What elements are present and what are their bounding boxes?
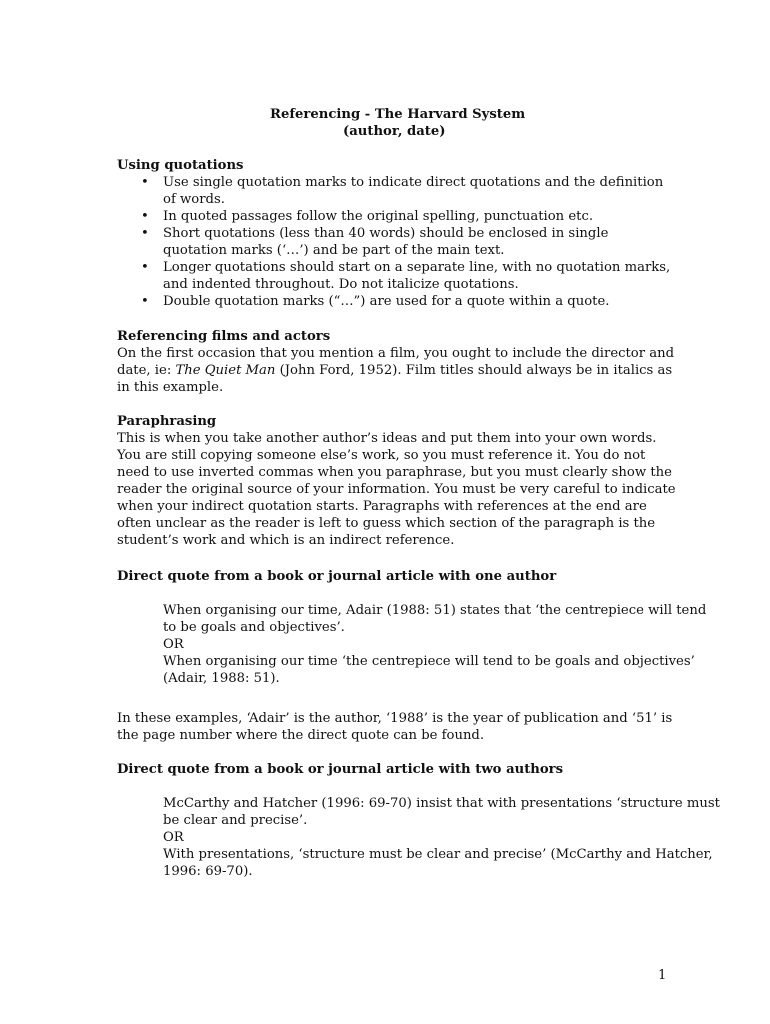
- section-two-authors: [117, 761, 677, 778]
- film-title-italic: The Quiet Man: [175, 363, 276, 378]
- section-heading: Paraphrasing: [117, 414, 217, 429]
- paragraph-line: On the first occasion that you mention a film, you ought to include the director and: [117, 346, 675, 361]
- list-item: [117, 259, 677, 293]
- example-line: With presentations, ‘structure must be clear and precise’ (McCarthy and Hatcher,: [163, 847, 713, 862]
- paragraph-line: [117, 362, 677, 379]
- two-authors-example: [117, 795, 720, 880]
- list-item-text: Double quotation marks (“…”) are used for a quote within a quote.: [163, 294, 610, 309]
- paragraph-line: when your indirect quotation starts. Paragraphs with references at the end are: [117, 499, 647, 514]
- section-heading: Direct quote from a book or journal article with one author: [117, 569, 557, 584]
- list-item: [117, 225, 677, 259]
- example-line: 1996: 69-70).: [163, 864, 253, 879]
- list-item: [117, 293, 677, 310]
- one-author-example: [117, 602, 707, 687]
- example-line: (Adair, 1988: 51).: [163, 671, 280, 686]
- one-author-explanation: [117, 710, 677, 744]
- paragraph-line: This is when you take another author’s ideas and put them into your own words.: [117, 431, 657, 446]
- paragraph-text: (John Ford, 1952). Film titles should always be in italics as: [275, 363, 673, 378]
- bullet-icon: •: [141, 209, 149, 224]
- paragraph-line: in this example.: [117, 380, 224, 395]
- title-line-1: Referencing - The Harvard System: [270, 107, 526, 122]
- list-item-text: and indented throughout. Do not italicize quotations.: [163, 277, 519, 292]
- example-line: to be goals and objectives’.: [163, 620, 345, 635]
- section-heading: Direct quote from a book or journal article with two authors: [117, 762, 564, 777]
- quotation-rules-list: [117, 174, 677, 310]
- page-number: 1: [658, 968, 667, 983]
- example-line: When organising our time ‘the centrepiece will tend to be goals and objectives’: [163, 654, 695, 669]
- example-line: When organising our time, Adair (1988: 51) states that ‘the centrepiece will tend: [163, 603, 707, 618]
- paragraph-line: You are still copying someone else’s work, so you must reference it. You do not: [117, 448, 646, 463]
- example-line: McCarthy and Hatcher (1996: 69-70) insist that with presentations ‘structure must: [163, 796, 720, 811]
- section-using-quotations: [117, 157, 677, 310]
- example-line: OR: [163, 637, 184, 652]
- bullet-icon: •: [141, 294, 149, 309]
- list-item-text: of words.: [163, 192, 225, 207]
- title-line-2: (author, date): [343, 124, 446, 139]
- list-item-text: Use single quotation marks to indicate direct quotations and the definition: [163, 175, 664, 190]
- list-item: [117, 208, 677, 225]
- paragraph-text: date, ie:: [117, 363, 176, 378]
- paragraph-line: the page number where the direct quote can be found.: [117, 728, 485, 743]
- paragraph-line: need to use inverted commas when you paraphrase, but you must clearly show the: [117, 465, 672, 480]
- bullet-icon: •: [141, 226, 149, 241]
- list-item-text: Short quotations (less than 40 words) should be enclosed in single: [163, 226, 609, 241]
- section-heading: Using quotations: [117, 158, 244, 173]
- list-item: [117, 174, 677, 208]
- section-one-author: [117, 568, 677, 585]
- section-heading: Referencing films and actors: [117, 329, 331, 344]
- list-item-text: Longer quotations should start on a separate line, with no quotation marks,: [163, 260, 671, 275]
- paragraph-line: often unclear as the reader is left to guess which section of the paragraph is the: [117, 516, 656, 531]
- list-item-text: In quoted passages follow the original spelling, punctuation etc.: [163, 209, 594, 224]
- example-line: OR: [163, 830, 184, 845]
- bullet-icon: •: [141, 260, 149, 275]
- section-films-actors: [117, 328, 677, 396]
- bullet-icon: •: [141, 175, 149, 190]
- example-line: be clear and precise’.: [163, 813, 308, 828]
- list-item-text: quotation marks (‘…’) and be part of the main text.: [163, 243, 505, 258]
- paragraph-line: student’s work and which is an indirect reference.: [117, 533, 455, 548]
- paragraph-line: reader the original source of your information. You must be very careful to indicate: [117, 482, 676, 497]
- paragraph-line: In these examples, ‘Adair’ is the author, ‘1988’ is the year of publication and ‘51’ is: [117, 711, 673, 726]
- section-paraphrasing: [117, 413, 677, 549]
